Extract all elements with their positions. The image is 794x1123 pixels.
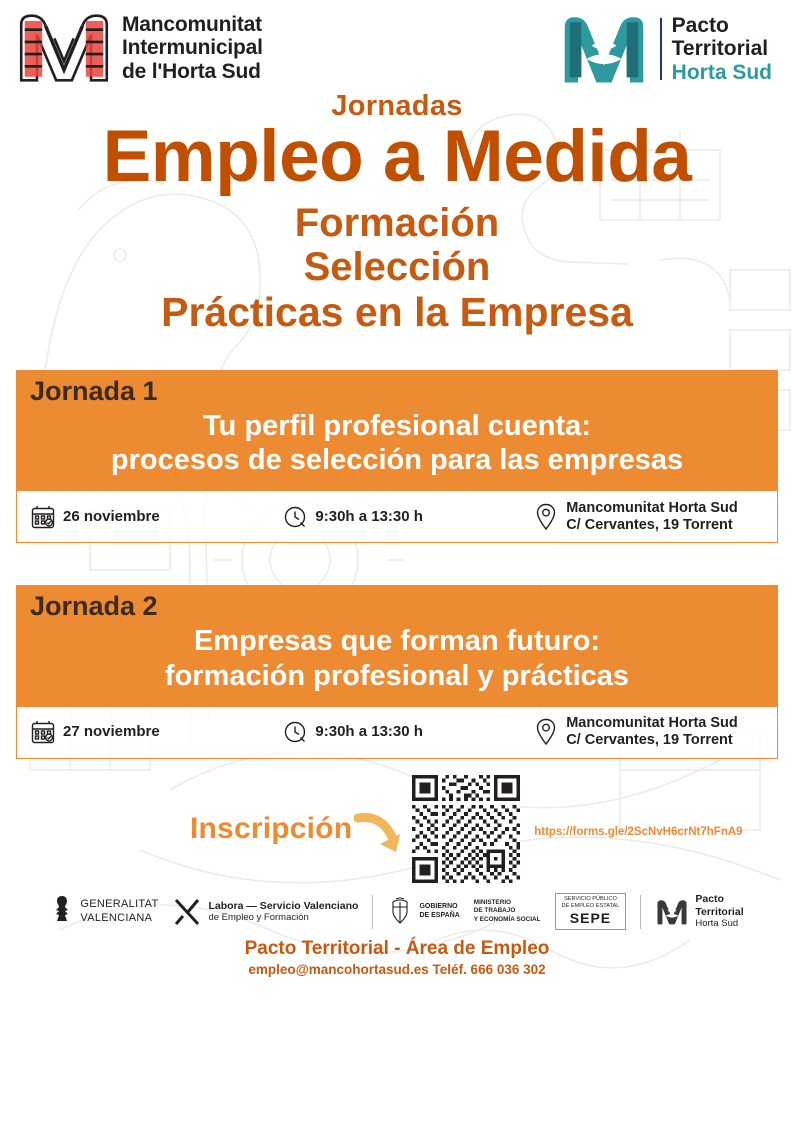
sepe-line-1: SERVICIO PÚBLICO [564,895,617,902]
pacto-line-3: Horta Sud [671,60,772,84]
map-pin-icon [526,717,566,747]
session-1-date [17,504,275,530]
header-logos [0,0,794,86]
mancomunitat-logo [16,12,263,84]
registration-url[interactable]: https://forms.gle/2ScNvH6crNt7hFnA9 [534,825,743,838]
pacto-logo-divider [660,18,662,80]
ministerio-line-1: MINISTERIO [473,899,512,907]
pacto-footer-mark-icon [655,897,689,927]
session-2-place [526,715,777,750]
calendar-icon [23,504,63,530]
generalitat-line-2: VALENCIANA [80,911,153,924]
labora-line-1: Labora — Servicio Valenciano [208,899,359,912]
generalitat-shield-icon [50,894,74,930]
generalitat-valenciana-logo [50,894,158,930]
sepe-line-2: DE EMPLEO ESTATAL [561,902,620,909]
session-1-title-line-2: procesos de selección para las empresas [110,444,684,477]
curved-arrow-icon [354,808,408,868]
session-1-time-text: 9:30h a 13:30 h [315,507,423,525]
footer-divider [372,895,373,929]
labora-mark-icon [172,896,202,928]
session-2-band [16,585,778,706]
gobierno-line-2: DE ESPAÑA [419,911,460,919]
generalitat-line-1: GENERALITAT [80,898,159,911]
session-2-place-line-2: C/ Cervantes, 19 Torrent [566,732,733,749]
labora-line-2: de Empleo y Formación [208,911,309,923]
mancomunitat-line-3: de l'Horta Sud [122,59,261,83]
ministerio-trabajo-logo [474,899,541,924]
pacto-line-2: Territorial [671,37,769,61]
pacto-footer-line-3: Horta Sud [695,918,739,930]
session-2-date-text: 27 noviembre [63,723,160,741]
mancomunitat-mark-icon [16,12,112,84]
session-2-info-bar [16,707,778,759]
clock-icon [275,504,315,530]
eyebrow-text: Jornadas [331,90,463,122]
pacto-territorial-mark-icon [558,12,650,86]
session-1-date-text: 26 noviembre [63,507,160,525]
sepe-acronym: SEPE [569,909,612,926]
footer-divider-2 [640,895,641,929]
session-1-time [275,504,526,530]
session-1-title-line-1: Tu perfil profesional cuenta: [203,410,591,443]
escudo-espana-icon [387,897,413,927]
qr-code[interactable] [412,775,520,883]
session-1-info-bar [16,491,778,543]
session-1-band [16,370,778,491]
session-2-time-text: 9:30h a 13:30 h [315,723,423,741]
session-block-1 [16,370,778,543]
gobierno-line-1: GOBIERNO [419,902,458,910]
session-2-title-line-2: formación profesional y prácticas [164,659,630,692]
session-1-place-line-1: Mancomunitat Horta Sud [566,499,738,516]
session-1-label: Jornada 1 [30,376,158,407]
labora-logo [172,896,358,928]
ministerio-line-3: Y ECONOMÍA SOCIAL [473,915,541,923]
mancomunitat-line-1: Mancomunitat [122,12,262,36]
pacto-territorial-footer-logo [655,893,743,930]
registration-label: Inscripción [190,811,353,845]
registration-row [0,775,794,883]
map-pin-icon [526,502,566,532]
title-block [0,90,794,336]
session-2-place-line-1: Mancomunitat Horta Sud [566,715,738,732]
pacto-line-1: Pacto [671,14,729,38]
gobierno-espana-logo [387,897,459,927]
contact-block [0,938,794,977]
session-2-label: Jornada 2 [30,591,158,622]
session-block-2 [16,585,778,758]
session-2-date [17,719,275,745]
pacto-footer-line-1: Pacto [695,893,724,906]
clock-icon [275,719,315,745]
contact-details: empleo@mancohortasud.es Teléf. 666 036 302 [248,962,546,978]
pacto-footer-line-2: Territorial [695,906,744,919]
footer-logo-strip [0,893,794,930]
session-1-place-line-2: C/ Cervantes, 19 Torrent [566,516,733,533]
ministerio-line-2: DE TRABAJO [473,907,516,915]
session-2-title-line-1: Empresas que forman futuro: [193,625,601,658]
session-1-place [526,500,777,535]
contact-title: Pacto Territorial - Área de Empleo [244,938,550,960]
mancomunitat-line-2: Intermunicipal [122,36,263,60]
subtitle-formacion: Formación [294,200,500,245]
page-title: Empleo a Medida [102,116,692,197]
session-2-time [275,719,526,745]
calendar-icon [23,719,63,745]
sepe-logo [555,893,627,930]
subtitle-seleccion: Selección [303,245,491,290]
subtitle-practicas: Prácticas en la Empresa [161,289,633,336]
pacto-territorial-logo [558,12,772,86]
